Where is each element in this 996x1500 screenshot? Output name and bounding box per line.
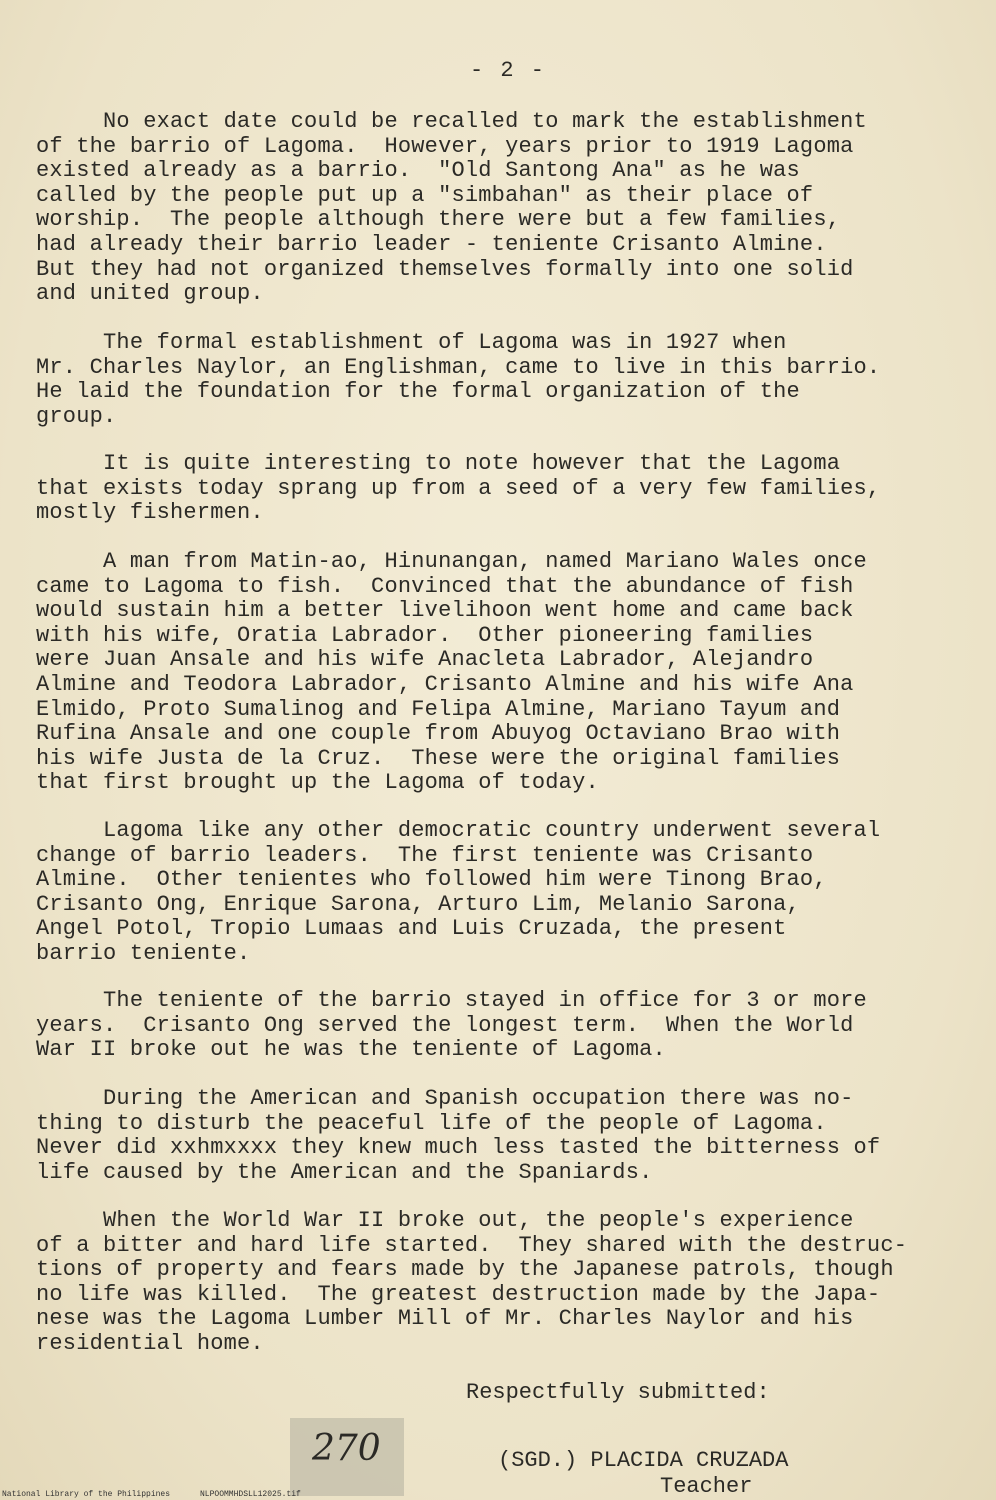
footer-library: National Library of the Philippines (2, 1490, 171, 1499)
stamp-number: 270 (312, 1428, 381, 1469)
paragraph-pioneers: A man from Matin-ao, Hinunangan, named Mariano Wales once came to Lagoma to fish. Convinced that the abundance of fish would sustain him a better livelihoon went home and came back with his wife, Oratia Labrador. Other pioneering families were Juan Ansale and his wife Anacleta Labrador, Alejandro Almine and Teodora Labrador, Crisanto Almine and his wife Ana Elmido, Proto Sumalinog and Felipa Almine, Mariano Tayum and Rufina Ansale and one couple from Abuyog Octaviano Brao with his wife Justa de la Cruz. These were the original families that first brought up the Lagoma of today. (36, 549, 867, 796)
paragraph-establishment: No exact date could be recalled to mark the establishment of the barrio of Lagoma. However, years prior to 1919 Lagoma existed already as a barrio. "Old Santong Ana" as he was called by the people put up a "simbahan" as their place of worship. The people although there were but a few families, had already their barrio leader - teniente Crisanto Almine. But they had not organized themselves formally into one solid and united group. (36, 109, 867, 307)
paragraph-formal-establishment: The formal establishment of Lagoma was in 1927 when Mr. Charles Naylor, an Englishman, came to live in this barrio. He laid the foundation for the formal organization of the group. (36, 330, 881, 429)
footer-file: NLPOOMMHDSLL12025.tif (200, 1490, 301, 1499)
page-number: - 2 - (469, 58, 546, 83)
paragraph-barrio-leaders: Lagoma like any other democratic country underwent several change of barrio leaders. The first teniente was Crisanto Almine. Other tenientes who followed him were Tinong Brao, Crisanto Ong, Enrique Sarona, Arturo Lim, Melanio Sarona, Angel Potol, Tropio Lumaas and Luis Cruzada, the present barrio teniente. (36, 818, 881, 966)
signature-line: (SGD.) PLACIDA CRUZADA (498, 1448, 789, 1473)
signer-title: Teacher (660, 1474, 753, 1499)
paragraph-teniente-term: The teniente of the barrio stayed in office for 3 or more years. Crisanto Ong served the longest term. When the World War II broke out he was the teniente of Lagoma. (36, 988, 867, 1063)
closing-line: Respectfully submitted: (466, 1380, 770, 1405)
paragraph-world-war-ii: When the World War II broke out, the people's experience of a bitter and hard life started. They shared with the destruc- tions of property and fears made by the Japanese patrols, though no life was killed. The greatest destruction made by the Japa- nese was the Lagoma Lumber Mill of Mr. Charles Naylor and his residential home. (36, 1208, 908, 1356)
paragraph-occupation: During the American and Spanish occupation there was no- thing to disturb the peaceful life of the people of Lagoma. Never did xxhmxxxx they knew much less tasted the bitterness of life caused by the American and the Spaniards. (36, 1086, 881, 1185)
paragraph-origin: It is quite interesting to note however that the Lagoma that exists today sprang up from a seed of a very few families, mostly fishermen. (36, 451, 881, 526)
